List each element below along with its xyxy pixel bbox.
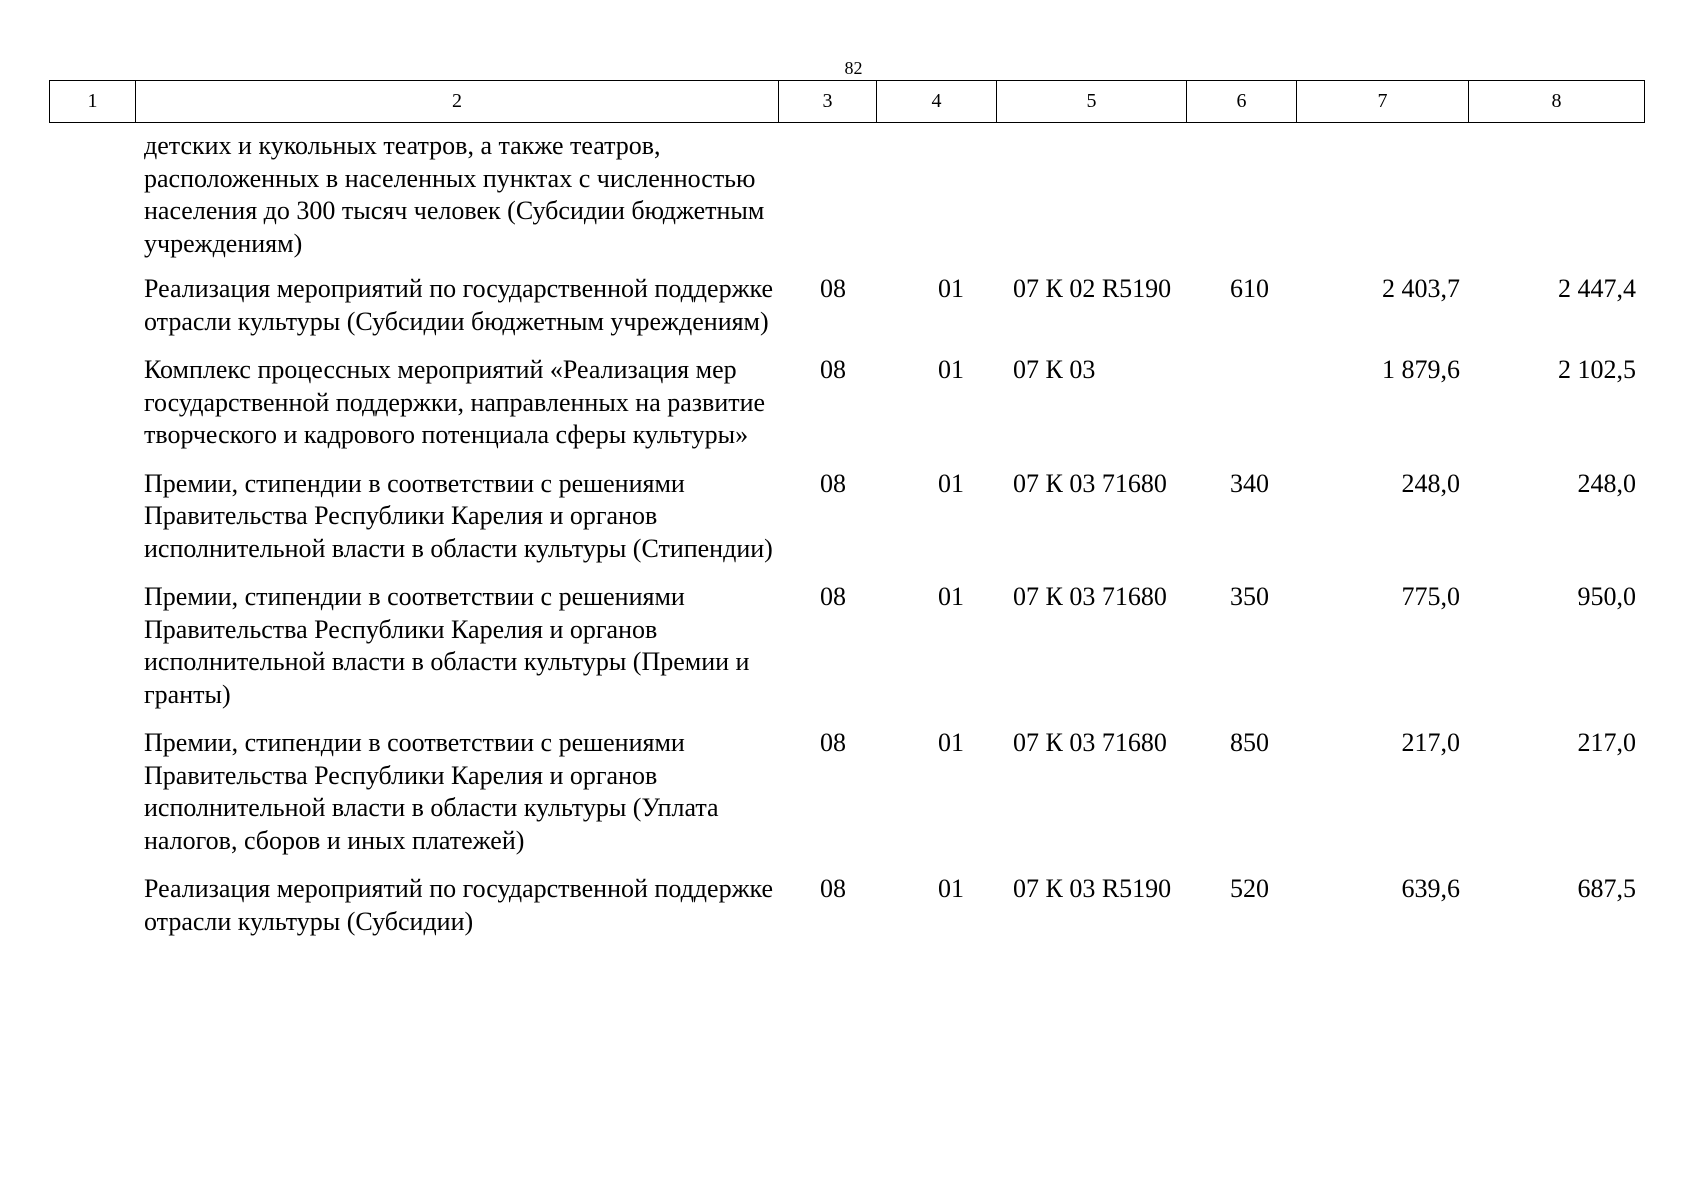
column-number-header — [49, 80, 1645, 123]
row-amount-1: 217,0 — [1401, 728, 1460, 757]
row-section-code: 08 — [820, 355, 846, 384]
row-subsection-code: 01 — [938, 355, 964, 384]
row-section-code: 08 — [820, 874, 846, 903]
row-section-code: 08 — [820, 728, 846, 757]
column-header-8: 8 — [1469, 81, 1645, 123]
row-amount-1: 248,0 — [1401, 468, 1460, 498]
row-expense-type: 520 — [1230, 874, 1269, 903]
budget-table-body — [49, 130, 1644, 954]
column-header-6: 6 — [1187, 81, 1297, 123]
table-row — [49, 130, 1644, 273]
row-amount-2: 950,0 — [1577, 582, 1636, 611]
row-name: Премии, стипендии в соответствии с решениями Правительства Республики Карелия и органов исполнительной власти в области культуры (Премии и гранты) — [144, 582, 750, 709]
row-amount-2: 217,0 — [1577, 728, 1636, 757]
table-row — [49, 581, 1644, 727]
row-amount-2 — [1468, 130, 1644, 273]
row-section-code: 08 — [820, 274, 846, 303]
row-amount-2: 2 447,4 — [1558, 274, 1636, 303]
table-row — [49, 727, 1644, 873]
row-expense-type: 850 — [1230, 728, 1269, 757]
row-amount-1: 1 879,6 — [1382, 355, 1460, 384]
row-amount-1: 2 403,7 — [1382, 274, 1460, 303]
row-subsection-code: 01 — [938, 468, 964, 498]
row-name: Реализация мероприятий по государственной поддержке отрасли культуры (Субсидии бюджетным учреждениям) — [144, 274, 774, 336]
row-target-article: 07 К 03 71680 — [1013, 582, 1167, 611]
row-name: Комплекс процессных мероприятий «Реализация мер государственной поддержки, направленных на развитие творческого и кадрового потенциала сферы культуры» — [144, 355, 766, 449]
row-name: детских и кукольных театров, а также театров, расположенных в населенных пунктах с численностью населения до 300 тысяч человек (Субсидии бюджетным учреждениям) — [144, 131, 765, 258]
row-amount-1 — [1294, 130, 1468, 273]
column-header-2: 2 — [136, 81, 779, 123]
column-header-4: 4 — [877, 81, 997, 123]
row-amount-2: 248,0 — [1577, 468, 1636, 498]
row-amount-2: 687,5 — [1577, 874, 1636, 903]
page-number: 82 — [844, 58, 863, 78]
table-row — [49, 468, 1644, 582]
row-expense-type: 610 — [1230, 274, 1269, 303]
row-amount-2: 2 102,5 — [1558, 355, 1636, 384]
row-subsection-code: 01 — [938, 274, 964, 303]
row-section-code: 08 — [820, 582, 846, 611]
row-amount-1: 639,6 — [1401, 874, 1460, 903]
row-expense-type — [1198, 354, 1294, 468]
table-row — [49, 273, 1644, 354]
row-target-article: 07 К 03 R5190 — [1013, 874, 1172, 903]
row-expense-type: 350 — [1230, 582, 1269, 611]
table-row — [49, 354, 1644, 468]
row-target-article — [1005, 130, 1198, 273]
table-row — [49, 873, 1644, 954]
row-name: Премии, стипендии в соответствии с решениями Правительства Республики Карелия и органов исполнительной власти в области культуры (Уплата налогов, сборов и иных платежей) — [144, 728, 719, 855]
row-name: Реализация мероприятий по государственной поддержке отрасли культуры (Субсидии) — [144, 874, 774, 936]
column-header-7: 7 — [1297, 81, 1469, 123]
row-subsection-code — [895, 130, 1005, 273]
row-target-article: 07 К 03 — [1013, 355, 1096, 384]
row-target-article: 07 К 03 71680 — [1013, 468, 1167, 498]
column-header-1: 1 — [50, 81, 136, 123]
row-subsection-code: 01 — [938, 874, 964, 903]
row-target-article: 07 К 03 71680 — [1013, 728, 1167, 757]
row-expense-type — [1198, 130, 1294, 273]
row-section-code: 08 — [820, 468, 846, 498]
row-amount-1: 775,0 — [1401, 582, 1460, 611]
row-subsection-code: 01 — [938, 582, 964, 611]
column-header-3: 3 — [779, 81, 877, 123]
row-expense-type: 340 — [1230, 468, 1269, 498]
row-name: Премии, стипендии в соответствии с решениями Правительства Республики Карелия и органов исполнительной власти в области культуры (Стипендии) — [144, 468, 773, 563]
column-header-5: 5 — [997, 81, 1187, 123]
row-section-code — [787, 130, 895, 273]
row-target-article: 07 К 02 R5190 — [1013, 274, 1172, 303]
row-subsection-code: 01 — [938, 728, 964, 757]
